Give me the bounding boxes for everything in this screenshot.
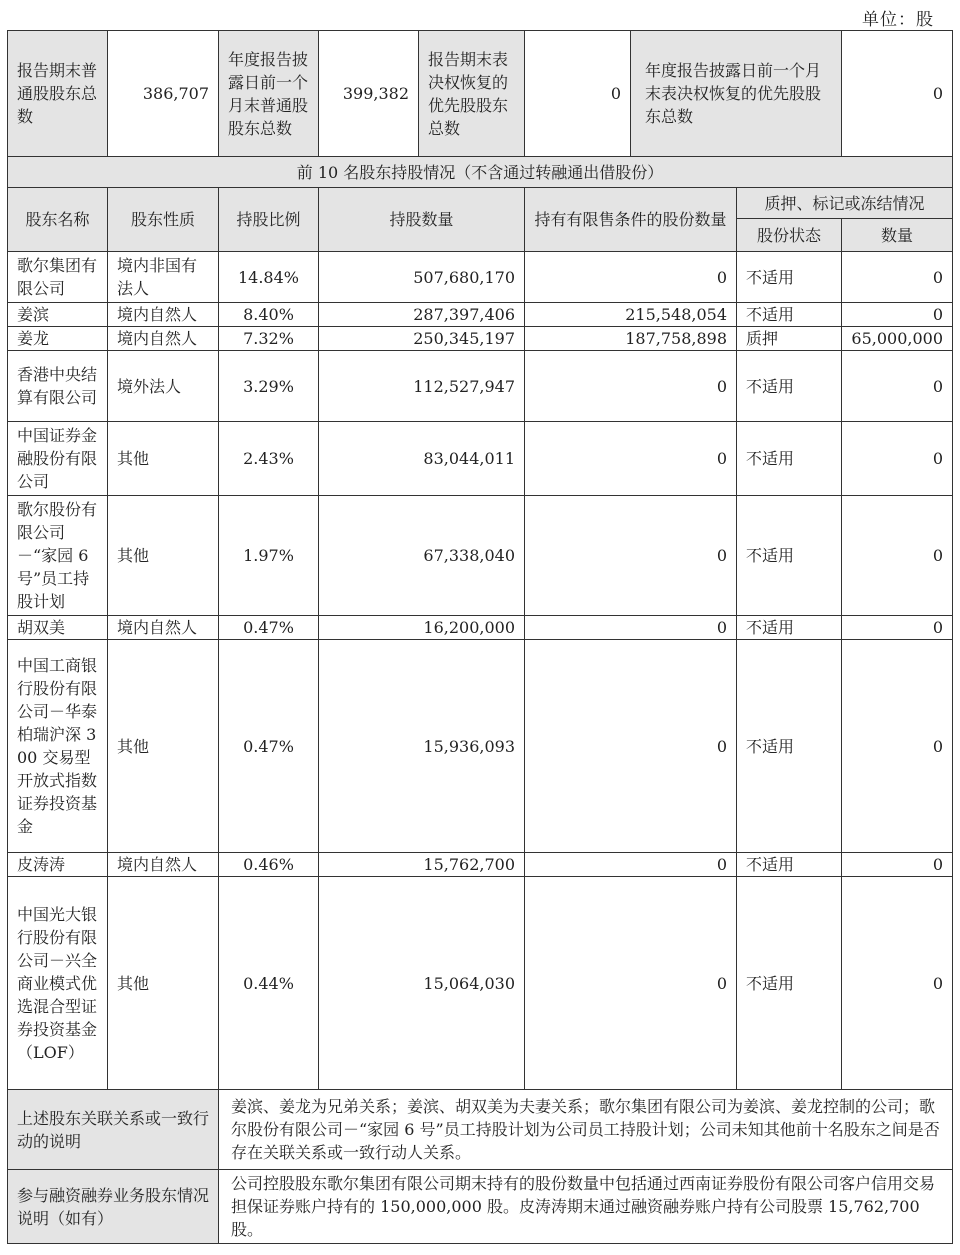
holding-ratio: 14.84% — [219, 252, 319, 303]
shareholder-name: 中国工商银行股份有限公司－华泰柏瑞沪深 300 交易型开放式指数证券投资基金 — [8, 640, 108, 853]
shareholder-nature: 境内自然人 — [108, 303, 219, 327]
common-holders-value: 386,707 — [108, 31, 219, 157]
shareholder-name: 皮涛涛 — [8, 853, 108, 877]
shareholder-name: 姜滨 — [8, 303, 108, 327]
relation-row — [8, 1090, 953, 1170]
pref-holders-value: 0 — [525, 31, 631, 157]
restricted-quantity: 0 — [525, 422, 737, 496]
holding-ratio: 2.43% — [219, 422, 319, 496]
summary-row — [8, 31, 953, 157]
restricted-quantity: 0 — [525, 853, 737, 877]
shareholder-nature: 其他 — [108, 422, 219, 496]
shareholder-nature: 境内非国有法人 — [108, 252, 219, 303]
holding-quantity: 287,397,406 — [319, 303, 525, 327]
holding-quantity: 16,200,000 — [319, 616, 525, 640]
pledge-status: 不适用 — [737, 303, 842, 327]
section-title: 前 10 名股东持股情况（不含通过转融通出借股份） — [8, 157, 953, 188]
prev-month-pref-value: 0 — [842, 31, 953, 157]
holding-ratio: 7.32% — [219, 327, 319, 351]
holding-ratio: 0.46% — [219, 853, 319, 877]
holding-ratio: 3.29% — [219, 351, 319, 422]
pledge-status: 不适用 — [737, 422, 842, 496]
section-title-row — [8, 157, 953, 188]
pledge-status: 不适用 — [737, 616, 842, 640]
pledged-quantity: 0 — [842, 496, 953, 616]
restricted-quantity: 0 — [525, 252, 737, 303]
table-row — [8, 351, 953, 422]
pledged-quantity: 0 — [842, 351, 953, 422]
header-nature: 股东性质 — [108, 188, 219, 252]
shareholder-name: 歌尔集团有限公司 — [8, 252, 108, 303]
prev-month-common-value: 399,382 — [319, 31, 419, 157]
pledged-quantity: 0 — [842, 853, 953, 877]
restricted-quantity: 0 — [525, 496, 737, 616]
header-pledge-status: 股份状态 — [737, 219, 842, 252]
shareholder-name: 胡双美 — [8, 616, 108, 640]
restricted-quantity: 187,758,898 — [525, 327, 737, 351]
table-row — [8, 616, 953, 640]
table-row — [8, 327, 953, 351]
shareholder-nature: 境外法人 — [108, 351, 219, 422]
table-row — [8, 496, 953, 616]
common-holders-label: 报告期末普通股股东总数 — [8, 31, 108, 157]
table-row — [8, 877, 953, 1090]
table-row — [8, 853, 953, 877]
pledged-quantity: 0 — [842, 877, 953, 1090]
shareholder-name: 歌尔股份有限公司－“家园 6 号”员工持股计划 — [8, 496, 108, 616]
restricted-quantity: 215,548,054 — [525, 303, 737, 327]
header-quantity: 持股数量 — [319, 188, 525, 252]
holding-quantity: 507,680,170 — [319, 252, 525, 303]
shareholder-name: 姜龙 — [8, 327, 108, 351]
pledged-quantity: 0 — [842, 252, 953, 303]
header-row-1 — [8, 188, 953, 219]
restricted-quantity: 0 — [525, 616, 737, 640]
margin-trading-label: 参与融资融券业务股东情况说明（如有） — [8, 1170, 219, 1244]
holding-ratio: 8.40% — [219, 303, 319, 327]
holding-quantity: 15,064,030 — [319, 877, 525, 1090]
holding-ratio: 1.97% — [219, 496, 319, 616]
shareholder-nature: 境内自然人 — [108, 616, 219, 640]
shareholder-nature: 其他 — [108, 496, 219, 616]
shareholder-name: 中国证券金融股份有限公司 — [8, 422, 108, 496]
prev-month-pref-label: 年度报告披露日前一个月末表决权恢复的优先股股东总数 — [631, 31, 842, 157]
pledged-quantity: 0 — [842, 640, 953, 853]
table-row — [8, 640, 953, 853]
margin-trading-text: 公司控股股东歌尔集团有限公司期末持有的股份数量中包括通过西南证券股份有限公司客户信用交易担保证券账户持有的 150,000,000 股。皮涛涛期末通过融资融券账户持有公司股票 15,762,700 股。 — [219, 1170, 953, 1244]
shareholder-nature: 其他 — [108, 640, 219, 853]
holding-quantity: 83,044,011 — [319, 422, 525, 496]
pledge-status: 不适用 — [737, 351, 842, 422]
holding-quantity: 112,527,947 — [319, 351, 525, 422]
holding-ratio: 0.47% — [219, 640, 319, 853]
pledged-quantity: 65,000,000 — [842, 327, 953, 351]
pledge-status: 不适用 — [737, 496, 842, 616]
pledged-quantity: 0 — [842, 422, 953, 496]
holding-quantity: 15,936,093 — [319, 640, 525, 853]
relation-label: 上述股东关联关系或一致行动的说明 — [8, 1090, 219, 1170]
header-name: 股东名称 — [8, 188, 108, 252]
table-body — [8, 31, 953, 1244]
pledge-status: 不适用 — [737, 877, 842, 1090]
prev-month-common-label: 年度报告披露日前一个月末普通股股东总数 — [219, 31, 319, 157]
pledged-quantity: 0 — [842, 303, 953, 327]
pref-holders-label: 报告期末表决权恢复的优先股股东总数 — [419, 31, 525, 157]
restricted-quantity: 0 — [525, 877, 737, 1090]
margin-trading-row — [8, 1170, 953, 1244]
holding-quantity: 250,345,197 — [319, 327, 525, 351]
restricted-quantity: 0 — [525, 640, 737, 853]
holding-ratio: 0.47% — [219, 616, 319, 640]
pledge-status: 不适用 — [737, 252, 842, 303]
shareholder-table — [7, 30, 953, 1244]
shareholder-nature: 境内自然人 — [108, 853, 219, 877]
shareholder-nature: 其他 — [108, 877, 219, 1090]
shareholder-name: 中国光大银行股份有限公司－兴全商业模式优选混合型证券投资基金（LOF） — [8, 877, 108, 1090]
pledged-quantity: 0 — [842, 616, 953, 640]
holding-quantity: 67,338,040 — [319, 496, 525, 616]
holding-quantity: 15,762,700 — [319, 853, 525, 877]
shareholder-name: 香港中央结算有限公司 — [8, 351, 108, 422]
header-pledge-group: 质押、标记或冻结情况 — [737, 188, 953, 219]
holding-ratio: 0.44% — [219, 877, 319, 1090]
table-row — [8, 252, 953, 303]
header-restricted: 持有有限售条件的股份数量 — [525, 188, 737, 252]
table-row — [8, 422, 953, 496]
header-pledge-quantity: 数量 — [842, 219, 953, 252]
pledge-status: 质押 — [737, 327, 842, 351]
header-ratio: 持股比例 — [219, 188, 319, 252]
relation-text: 姜滨、姜龙为兄弟关系；姜滨、胡双美为夫妻关系；歌尔集团有限公司为姜滨、姜龙控制的公司；歌尔股份有限公司－“家园 6 号”员工持股计划为公司员工持股计划；公司未知其他前十名股东之间是否存在关联关系或一致行动人关系。 — [219, 1090, 953, 1170]
table-row — [8, 303, 953, 327]
unit-label: 单位：股 — [862, 10, 934, 30]
pledge-status: 不适用 — [737, 853, 842, 877]
shareholder-nature: 境内自然人 — [108, 327, 219, 351]
restricted-quantity: 0 — [525, 351, 737, 422]
pledge-status: 不适用 — [737, 640, 842, 853]
